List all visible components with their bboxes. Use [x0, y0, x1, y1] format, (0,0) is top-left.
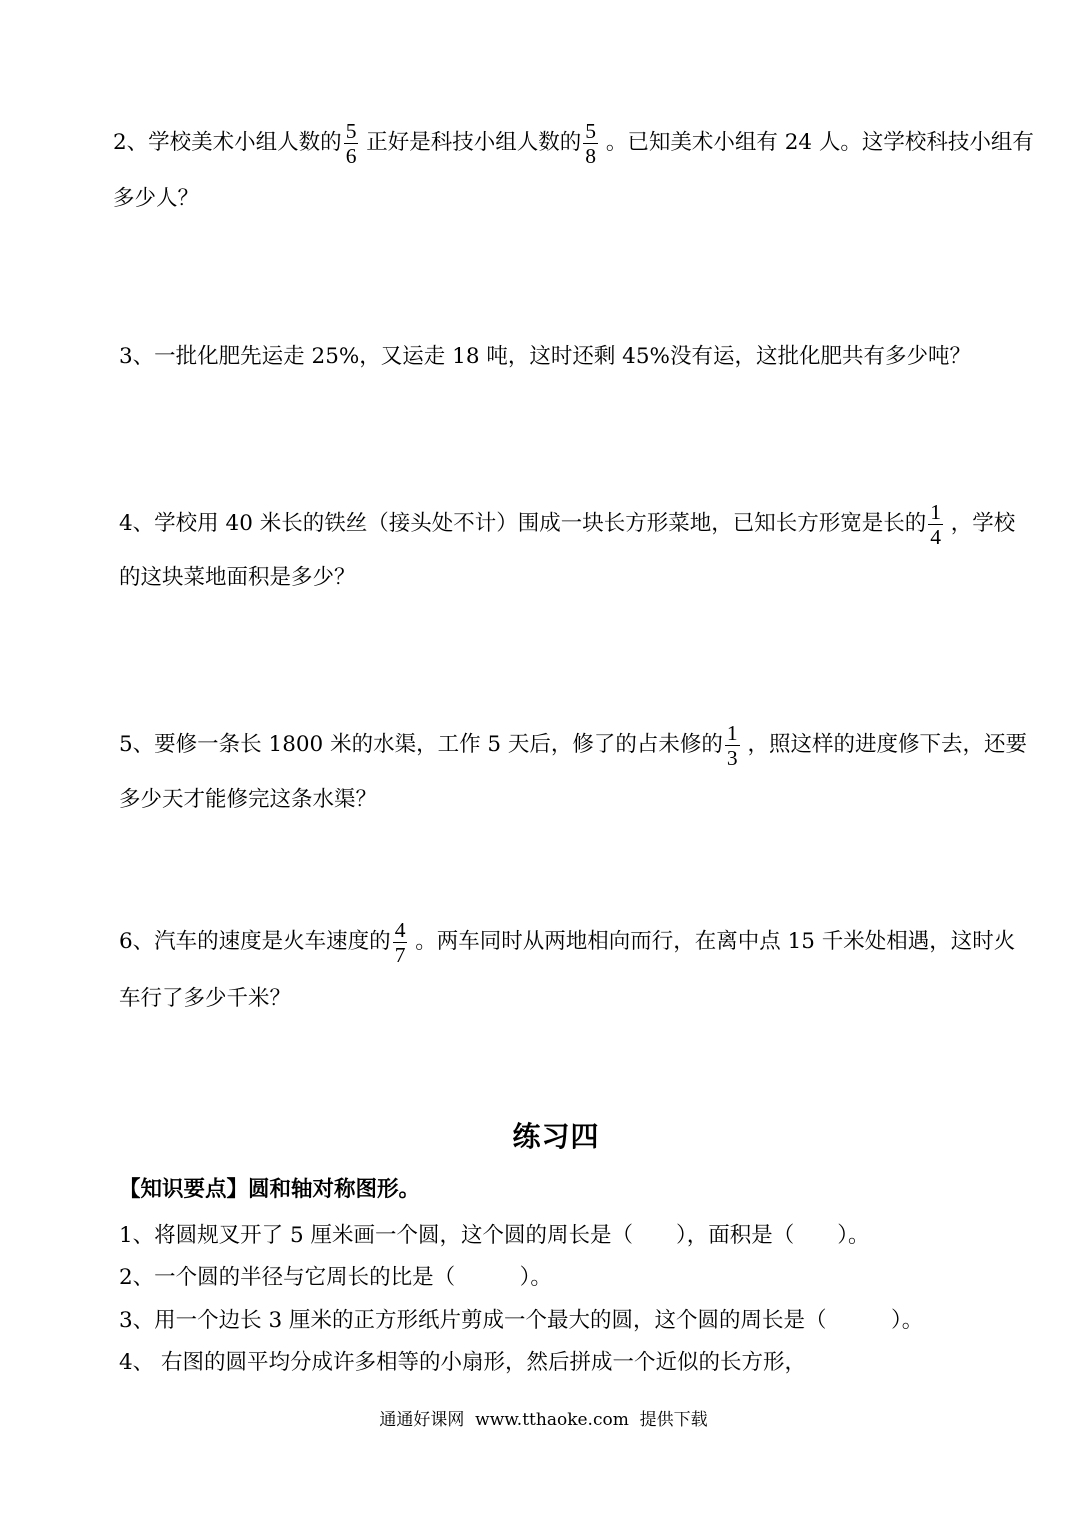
- key-points-line: [119, 1166, 420, 1214]
- fraction-denominator: 4: [930, 524, 941, 549]
- problem-5-line-2: [119, 776, 377, 824]
- section-title: 练习四: [512, 1120, 600, 1153]
- problem-6-line-2: [119, 975, 291, 1023]
- section-question-4: [119, 1339, 806, 1387]
- question-text: 2、一个圆的半径与它周长的比是（ ）。: [119, 1265, 552, 1290]
- problem-2-text-part-2: 正好是科技小组人数的: [359, 130, 582, 155]
- section-question-1: [119, 1212, 870, 1260]
- problem-3-text: 3、一批化肥先运走 25%，又运走 18 吨，这时还剩 45%没有运，这批化肥共有多少吨？: [119, 344, 971, 369]
- problem-4-text-part-2: ，学校: [943, 511, 1016, 536]
- fraction-numerator: 1: [930, 499, 941, 524]
- problem-5-fraction-1: [725, 722, 740, 769]
- key-points-text: 圆和轴对称图形。: [248, 1177, 421, 1202]
- problem-2-fraction-1: [344, 120, 359, 167]
- fraction-numerator: 1: [726, 720, 738, 745]
- problem-6-text-part-1: 6、汽车的速度是火车速度的: [119, 929, 391, 954]
- problem-5-text-continuation: 多少天才能修完这条水渠？: [119, 787, 378, 812]
- problem-2-text-continuation: 多少人？: [113, 186, 200, 211]
- question-text: 3、用一个边长 3 厘米的正方形纸片剪成一个最大的圆，这个圆的周长是（ ）。: [119, 1308, 924, 1333]
- problem-6-fraction-1: [393, 919, 408, 966]
- page-footer: 通通好课网 www.tthaoke.com 提供下载: [379, 1410, 708, 1430]
- question-text: 4、 右图的圆平均分成许多相等的小扇形，然后拼成一个近似的长方形，: [119, 1350, 807, 1375]
- problem-6-text-part-2: 。两车同时从两地相向而行，在离中点 15 千米处相遇，这时火: [408, 929, 1016, 954]
- fraction-denominator: 6: [345, 143, 357, 168]
- question-text: 1、将圆规叉开了 5 厘米画一个圆，这个圆的周长是（ ），面积是（ ）。: [119, 1223, 870, 1248]
- problem-2-line-2: [113, 175, 199, 223]
- problem-4-text-part-1: 4、学校用 40 米长的铁丝（接头处不计）围成一块长方形菜地，已知长方形宽是长的: [119, 511, 927, 536]
- problem-5-text-part-2: ，照这样的进度修下去，还要: [740, 732, 1028, 757]
- problem-6-line-1: [119, 918, 1015, 966]
- fraction-denominator: 3: [726, 745, 738, 770]
- problem-2-line-1: [113, 119, 1034, 167]
- fraction-numerator: 5: [585, 118, 597, 143]
- section-question-2: [119, 1254, 552, 1302]
- problem-4-text-continuation: 的这块菜地面积是多少？: [119, 565, 356, 590]
- problem-3-line-1: [119, 333, 971, 381]
- problem-4-line-1: [119, 500, 1015, 548]
- problem-6-text-continuation: 车行了多少千米？: [119, 986, 292, 1011]
- fraction-denominator: 7: [394, 942, 406, 967]
- fraction-numerator: 4: [394, 917, 406, 942]
- problem-4-line-2: [119, 554, 356, 602]
- problem-4-fraction-1: [928, 501, 943, 548]
- problem-2-text-part-1: 2、学校美术小组人数的: [113, 130, 342, 155]
- problem-2-text-part-3: 。已知美术小组有 24 人。这学校科技小组有: [599, 130, 1034, 155]
- fraction-denominator: 8: [585, 143, 597, 168]
- fraction-numerator: 5: [345, 118, 357, 143]
- section-question-3: [119, 1297, 923, 1345]
- key-points-label: 【知识要点】: [119, 1177, 249, 1202]
- problem-5-text-part-1: 5、要修一条长 1800 米的水渠，工作 5 天后，修了的占未修的: [119, 732, 723, 757]
- problem-2-fraction-2: [583, 120, 598, 167]
- problem-5-line-1: [119, 721, 1027, 769]
